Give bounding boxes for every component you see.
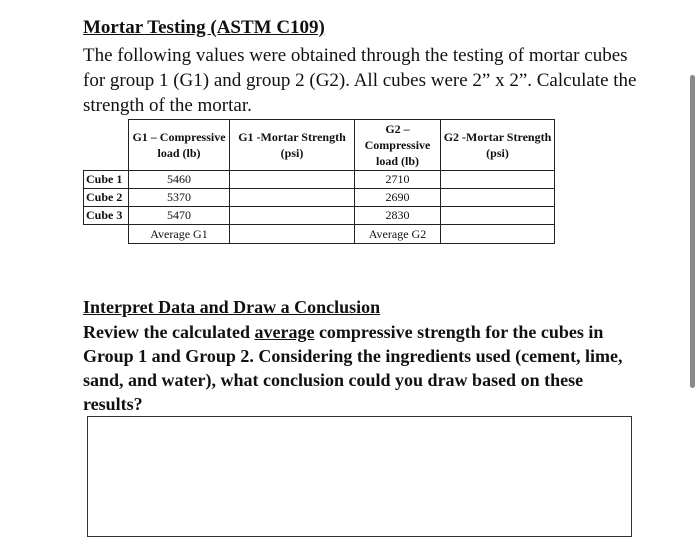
header-g1-strength: G1 -Mortar Strength (psi) — [230, 120, 355, 171]
header-g2-strength: G2 -Mortar Strength (psi) — [441, 120, 555, 171]
row-label: Cube 3 — [84, 207, 129, 225]
intro-text: The following values were obtained through the testing of mortar cubes for group 1 (G1) and group 2 (G2). All cubes were 2” x 2”. Calculate the strength of the mortar. — [83, 45, 637, 116]
row-label: Cube 1 — [84, 171, 129, 189]
table-header-row — [84, 120, 555, 171]
row-label: Cube 2 — [84, 189, 129, 207]
g1-load-cell: 5370 — [129, 189, 230, 207]
scrollbar[interactable] — [690, 75, 695, 388]
g2-load-cell: 2830 — [355, 207, 441, 225]
table-row — [84, 189, 555, 207]
g1-load-cell: 5470 — [129, 207, 230, 225]
question-part: Review the calculated — [83, 322, 255, 342]
average-g2-label: Average G2 — [355, 225, 441, 244]
g2-strength-cell[interactable] — [441, 189, 555, 207]
question-part: compressive strength for the cubes in Group 1 and Group 2. Considering the ingredients used (cement, lime, sand, and water), what conclusion could you draw based on these results? — [83, 322, 623, 414]
question-text — [83, 320, 643, 416]
header-empty-cell — [84, 120, 129, 171]
header-g2-load: G2 – Compressive load (lb) — [355, 120, 441, 171]
g2-load-cell: 2710 — [355, 171, 441, 189]
page-title: Mortar Testing (ASTM C109) — [83, 17, 325, 38]
section-title: Interpret Data and Draw a Conclusion — [83, 297, 381, 317]
g2-load-cell: 2690 — [355, 189, 441, 207]
g1-strength-cell[interactable] — [230, 189, 355, 207]
g1-strength-cell[interactable] — [230, 171, 355, 189]
average-row — [84, 225, 555, 244]
g1-load-cell: 5460 — [129, 171, 230, 189]
results-table — [83, 119, 555, 244]
average-g1-label: Average G1 — [129, 225, 230, 244]
answer-box[interactable] — [87, 416, 632, 537]
average-g2-value-cell[interactable] — [441, 225, 555, 244]
header-g1-load: G1 – Compressive load (lb) — [129, 120, 230, 171]
average-empty-cell — [84, 225, 129, 244]
g1-strength-cell[interactable] — [230, 207, 355, 225]
g2-strength-cell[interactable] — [441, 207, 555, 225]
g2-strength-cell[interactable] — [441, 171, 555, 189]
question-emphasis: average — [254, 322, 315, 342]
table-row — [84, 207, 555, 225]
average-g1-value-cell[interactable] — [230, 225, 355, 244]
table-row — [84, 171, 555, 189]
